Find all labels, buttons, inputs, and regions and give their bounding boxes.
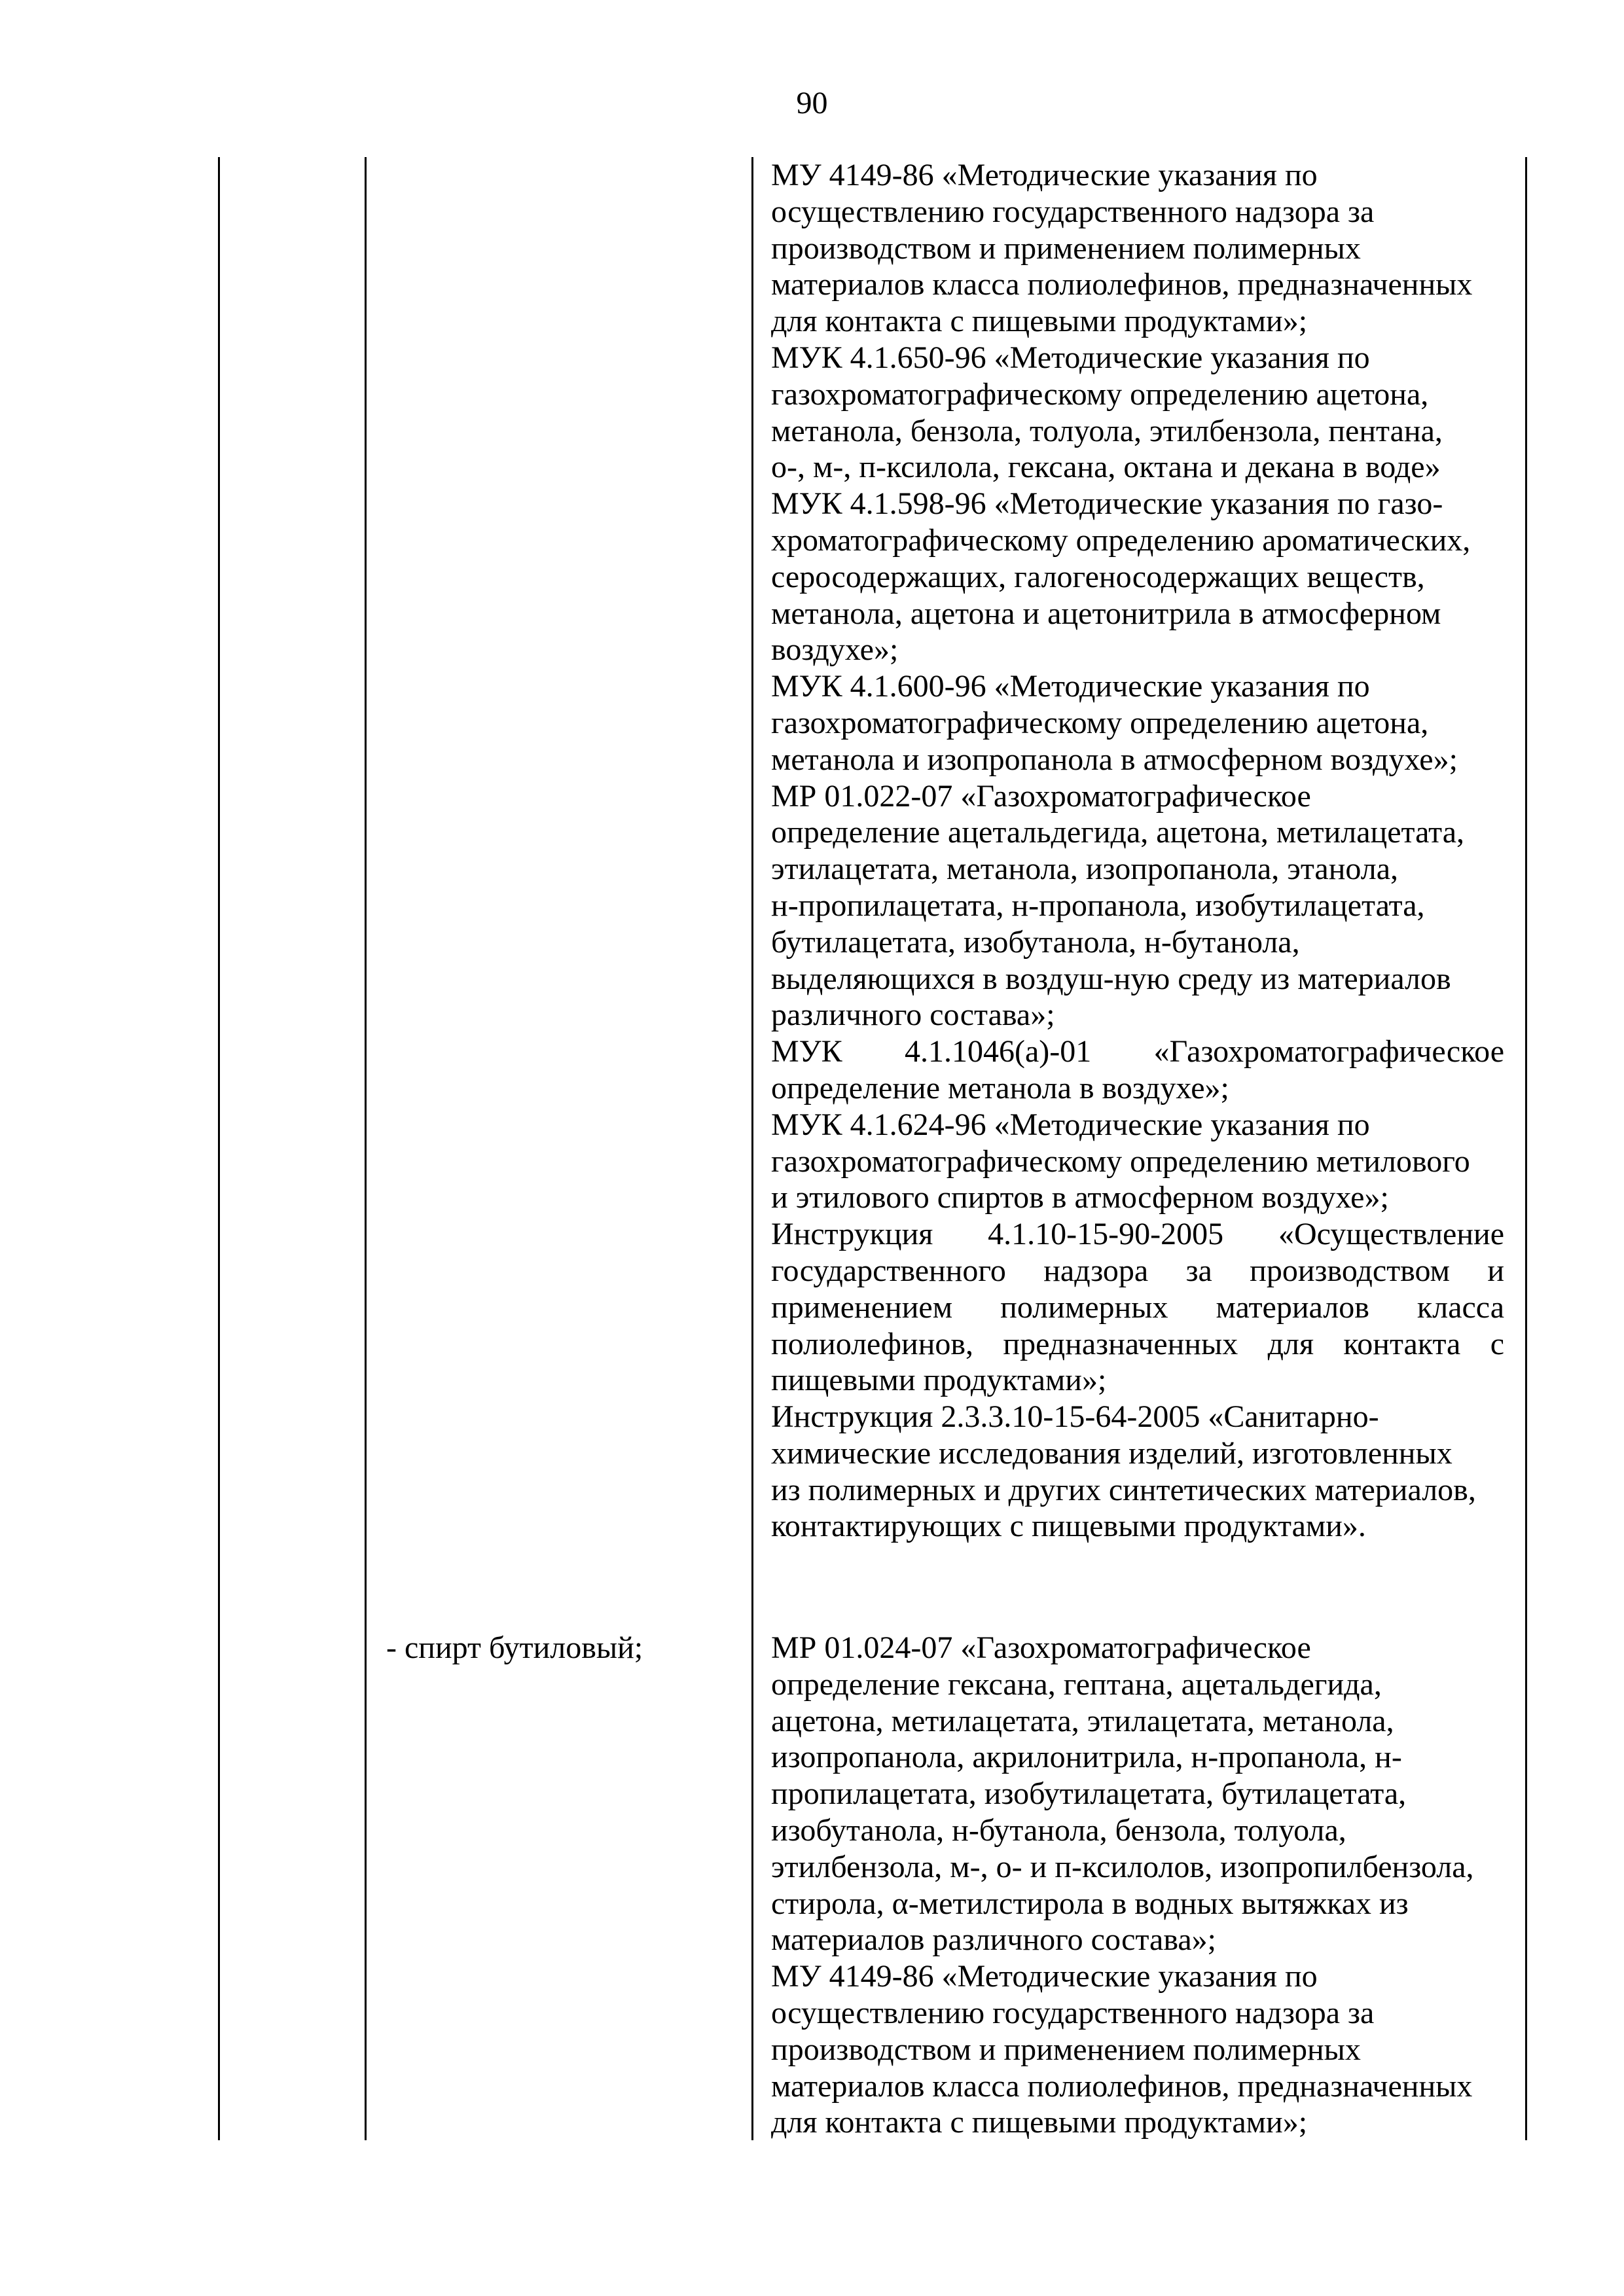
method-line: бутилацетата, изобутанола, н-бутанола, bbox=[771, 924, 1300, 960]
method-line: воздухе»; bbox=[771, 632, 899, 668]
method-line: контактирующих с пищевыми продуктами». bbox=[771, 1509, 1366, 1544]
table-border-col2 bbox=[365, 157, 367, 2140]
method-line: пропилацетата, изобутилацетата, бутилацетата, bbox=[771, 1776, 1407, 1812]
methods-cell bbox=[771, 157, 1504, 1545]
method-line: ацетона, метилацетата, этилацетата, метанола, bbox=[771, 1703, 1394, 1738]
method-line: газохроматографическому определению ацетона, bbox=[771, 705, 1429, 740]
method-line: для контакта с пищевыми продуктами»; bbox=[771, 304, 1308, 339]
method-line: применением полимерных материалов класса bbox=[771, 1289, 1504, 1325]
method-line: из полимерных и других синтетических материалов, bbox=[771, 1472, 1476, 1507]
method-line: осуществлению государственного надзора за bbox=[771, 194, 1375, 229]
method-line: изопропанола, акрилонитрила, н-пропанола, н- bbox=[771, 1740, 1402, 1775]
method-line: метанола и изопропанола в атмосферном воздухе»; bbox=[771, 742, 1458, 777]
method-line: материалов различного состава»; bbox=[771, 1922, 1216, 1958]
method-line: газохроматографическому определению ацетона, bbox=[771, 376, 1429, 412]
method-line: материалов класса полиолефинов, предназначенных bbox=[771, 2068, 1473, 2104]
method-line: производством и применением полимерных bbox=[771, 230, 1361, 266]
method-line: МУК 4.1.1046(а)-01 «Газохроматографическое bbox=[771, 1034, 1504, 1069]
method-line: химические исследования изделий, изготовленных bbox=[771, 1435, 1453, 1471]
method-line: н-пропилацетата, н-пропанола, изобутилацетата, bbox=[771, 888, 1425, 923]
method-line: выделяющихся в воздуш-ную среду из материалов bbox=[771, 961, 1451, 996]
page-number: 90 bbox=[796, 86, 828, 120]
method-line: материалов класса полиолефинов, предназначенных bbox=[771, 267, 1473, 302]
method-line: определение ацетальдегида, ацетона, метилацетата, bbox=[771, 815, 1464, 850]
method-line: определение метанола в воздухе»; bbox=[771, 1070, 1229, 1105]
method-line: для контакта с пищевыми продуктами»; bbox=[771, 2105, 1308, 2140]
table-border-left bbox=[218, 157, 220, 2140]
method-line: Инструкция 2.3.3.10-15-64-2005 «Санитарно- bbox=[771, 1399, 1379, 1435]
table-border-right bbox=[1525, 157, 1527, 2140]
method-line: хроматографическому определению ароматических, bbox=[771, 522, 1471, 558]
method-line: серосодержащих, галогеносодержащих веществ, bbox=[771, 559, 1425, 594]
method-line: определение гексана, гептана, ацетальдегида, bbox=[771, 1666, 1382, 1702]
method-line: метанола, бензола, толуола, этилбензола, пентана, bbox=[771, 413, 1443, 448]
table-border-col3 bbox=[751, 157, 753, 2140]
method-line: и этилового спиртов в атмосферном воздухе»; bbox=[771, 1180, 1389, 1215]
method-line: различного состава»; bbox=[771, 997, 1055, 1033]
method-line: МУК 4.1.598-96 «Методические указания по газо- bbox=[771, 486, 1443, 522]
method-line: государственного надзора за производством и bbox=[771, 1253, 1504, 1288]
method-line: производством и применением полимерных bbox=[771, 2032, 1361, 2067]
method-line: этилбензола, м-, о- и п-ксилолов, изопропилбензола, bbox=[771, 1849, 1474, 1884]
method-line: МУК 4.1.650-96 «Методические указания по bbox=[771, 340, 1370, 375]
substance-cell: - спирт бутиловый; bbox=[386, 1630, 643, 1665]
method-line: пищевыми продуктами»; bbox=[771, 1363, 1107, 1398]
method-line: о-, м-, п-ксилола, гексана, октана и декана в воде» bbox=[771, 450, 1441, 485]
method-line: МУК 4.1.624-96 «Методические указания по bbox=[771, 1107, 1370, 1142]
method-line: МР 01.024-07 «Газохроматографическое bbox=[771, 1630, 1311, 1665]
methods-cell bbox=[771, 1630, 1504, 2141]
method-line: МУ 4149-86 «Методические указания по bbox=[771, 1959, 1318, 1994]
method-line: этилацетата, метанола, изопропанола, этанола, bbox=[771, 852, 1399, 887]
method-line: стирола, α-метилстирола в водных вытяжках из bbox=[771, 1886, 1409, 1921]
method-line: газохроматографическому определению метилового bbox=[771, 1143, 1470, 1179]
method-line: Инструкция 4.1.10-15-90-2005 «Осуществление bbox=[771, 1217, 1504, 1252]
method-line: МУ 4149-86 «Методические указания по bbox=[771, 158, 1318, 192]
method-line: метанола, ацетона и ацетонитрила в атмосферном bbox=[771, 596, 1441, 631]
method-line: полиолефинов, предназначенных для контакта с bbox=[771, 1326, 1504, 1361]
method-line: осуществлению государственного надзора за bbox=[771, 1995, 1375, 2030]
method-line: МУК 4.1.600-96 «Методические указания по bbox=[771, 669, 1370, 704]
method-line: изобутанола, н-бутанола, бензола, толуола, bbox=[771, 1812, 1346, 1848]
method-line: МР 01.022-07 «Газохроматографическое bbox=[771, 778, 1311, 814]
